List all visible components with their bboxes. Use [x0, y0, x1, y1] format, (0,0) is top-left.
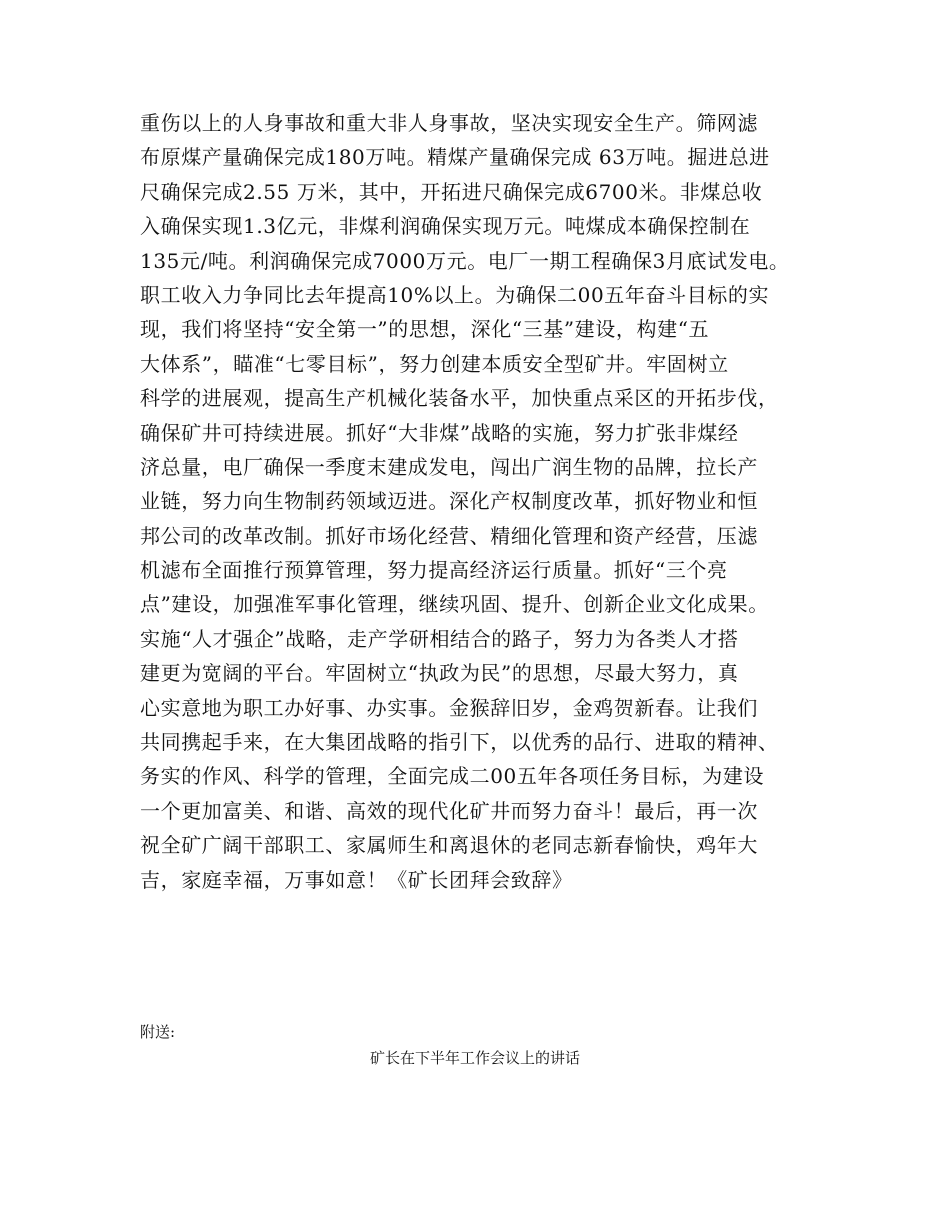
text-line: 祝全矿广阔干部职工、家属师生和离退休的老同志新春愉快，鸡年大 — [140, 833, 758, 858]
body-paragraph — [140, 106, 830, 897]
text-line: 邦公司的改革改制。抓好市场化经营、精细化管理和资产经营，压滤 — [140, 523, 758, 548]
text-line: 点”建设，加强准军事化管理，继续巩固、提升、创新企业文化成果。 — [140, 592, 769, 617]
text-line: 入确保实现1.3亿元，非煤利润确保实现万元。吨煤成本确保控制在 — [140, 214, 751, 239]
text-line: 建更为宽阔的平台。牢固树立“执政为民”的思想，尽最大努力，真 — [140, 661, 739, 686]
text-line: 吉，家庭幸福，万事如意！《矿长团拜会致辞》 — [140, 867, 573, 892]
text-line: 业链，努力向生物制药领域迈进。深化产权制度改革，抓好物业和恒 — [140, 489, 758, 514]
text-line: 重伤以上的人身事故和重大非人身事故，坚决实现安全生产。筛网滤 — [140, 111, 758, 135]
appendix-title: 矿长在下半年工作会议上的讲话 — [369, 1049, 580, 1067]
text-line: 一个更加富美、和谐、高效的现代化矿井而努力奋斗！最后，再一次 — [140, 798, 758, 823]
text-line: 心实意地为职工办好事、办实事。金猴辞旧岁，金鸡贺新春。让我们 — [140, 695, 758, 720]
text-line: 135元/吨。利润确保完成7000万元。电厂一期工程确保3月底试发电。 — [140, 248, 790, 273]
text-line: 布原煤产量确保完成180万吨。精煤产量确保完成 63万吨。掘进总进 — [140, 145, 770, 170]
text-line: 确保矿井可持续进展。抓好“大非煤”战略的实施，努力扩张非煤经 — [140, 420, 739, 445]
text-line: 机滤布全面推行预算管理，努力提高经济运行质量。抓好“三个亮 — [140, 558, 728, 583]
text-line: 科学的进展观，提高生产机械化装备水平，加快重点采区的开拓步伐， — [140, 386, 779, 411]
text-line: 现，我们将坚持“安全第一”的思想，深化“三基”建设，构建“五 — [140, 317, 710, 342]
text-line: 职工收入力争同比去年提高10%以上。为确保二00五年奋斗目标的实 — [140, 282, 770, 307]
text-line: 实施“人才强企”战略，走产学研相结合的路子，努力为各类人才搭 — [140, 626, 739, 651]
text-line: 共同携起手来，在大集团战略的指引下，以优秀的品行、进取的精神、 — [140, 730, 779, 755]
appendix-label: 附送: — [140, 1023, 176, 1041]
text-line: 务实的作风、科学的管理，全面完成二00五年各项任务目标，为建设 — [140, 764, 765, 789]
text-line: 尺确保完成2.55 万米，其中，开拓进尺确保完成6700米。非煤总收 — [140, 179, 763, 204]
text-line: 大体系”，瞄准“七零目标”，努力创建本质安全型矿井。牢固树立 — [140, 351, 729, 376]
text-line: 济总量，电厂确保一季度末建成发电，闯出广润生物的品牌，拉长产 — [140, 454, 758, 479]
